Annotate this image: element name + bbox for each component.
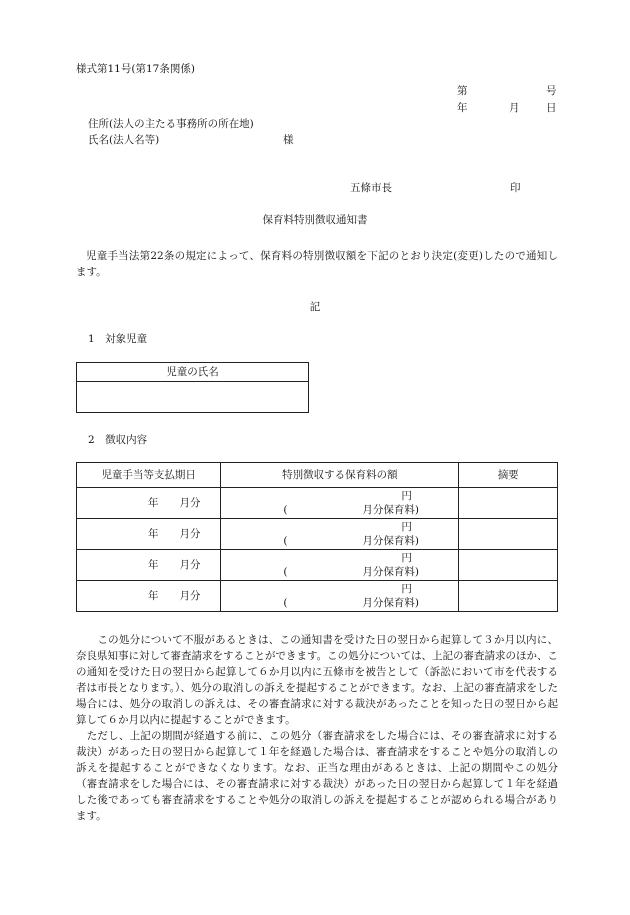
table-row xyxy=(77,488,558,519)
row-note xyxy=(459,581,558,612)
document-title: 保育料特別徴収通知書 xyxy=(262,214,368,226)
row-yen: 円 xyxy=(401,583,412,595)
date-year: 年 xyxy=(457,102,468,114)
row-note xyxy=(459,519,558,550)
row-yen: 円 xyxy=(401,552,412,564)
recipient-honorific: 様 xyxy=(283,134,294,146)
ki-heading: 記 xyxy=(309,301,321,313)
row-yen: 円 xyxy=(401,490,412,502)
issuer-name: 五條市長 xyxy=(350,182,392,194)
row-paren-open: ( xyxy=(283,504,288,516)
row-month-fee: 月分保育料) xyxy=(362,535,419,547)
header-fee-amount: 特別徴収する保育料の額 xyxy=(221,463,459,488)
child-name-cell xyxy=(77,382,309,413)
recipient-address-label: 住所(法人の主たる事務所の所在地) xyxy=(88,118,254,130)
row-month-fee: 月分保育料) xyxy=(362,597,419,609)
collection-table xyxy=(76,462,558,612)
doc-number-suffix: 号 xyxy=(546,85,557,97)
header-payment-date: 児童手当等支払期日 xyxy=(77,463,221,488)
row-date: 年 月分 xyxy=(148,528,201,540)
notice-paragraph-2: ただし、上記の期間が経過する前に、この処分（審査請求をした場合には、その審査請求に対する裁決）があった日の翌日から起算して１年を経過した場合は、審査請求をすることや処分の取消しの訴えを提起することができなくなります。なお、正当な理由があるときは、上記の期間やこの処分（審査請求をした場合には、その審査請求に対する裁決）があった日の翌日から起算して１年を経過した後であっても審査請求をすることや処分の取消しの訴えを提起することが認められる場合があります。 xyxy=(76,730,558,822)
row-month-fee: 月分保育料) xyxy=(362,566,419,578)
issuer-seal: 印 xyxy=(510,182,521,194)
section2-heading: 2 徴収内容 xyxy=(88,434,148,446)
row-date: 年 月分 xyxy=(148,497,201,509)
form-code: 様式第11号(第17条関係) xyxy=(76,63,195,75)
table-row xyxy=(77,581,558,612)
table-row xyxy=(77,550,558,581)
child-name-header: 児童の氏名 xyxy=(77,363,309,382)
row-paren-open: ( xyxy=(283,566,288,578)
doc-number-prefix: 第 xyxy=(457,85,468,97)
row-note xyxy=(459,488,558,519)
intro-paragraph: 児童手当法第22条の規定によって、保育料の特別徴収額を下記のとおり決定(変更)したので通知します。 xyxy=(76,250,558,278)
row-date: 年 月分 xyxy=(148,590,201,602)
header-remarks: 摘要 xyxy=(459,463,558,488)
table-row xyxy=(77,519,558,550)
recipient-name-label: 氏名(法人名等) xyxy=(88,134,160,146)
row-month-fee: 月分保育料) xyxy=(362,504,419,516)
row-note xyxy=(459,550,558,581)
row-paren-open: ( xyxy=(283,535,288,547)
date-day: 日 xyxy=(546,102,557,114)
child-table xyxy=(76,362,309,413)
notice-paragraph-1: この処分について不服があるときは、この通知書を受けた日の翌日から起算して３か月以内に、奈良県知事に対して審査請求をすることができます。この処分については、上記の審査請求のほか、この通知を受けた日の翌日から起算して６か月以内に五條市を被告として（訴訟において市を代表する者は市長となります。）、処分の取消しの訴えを提起することができます。なお、上記の審査請求をした場合には、処分の取消しの訴えは、その審査請求に対する裁決があったことを知った日の翌日から起算して６か月以内に提起することができます。 xyxy=(76,634,558,726)
section1-heading: 1 対象児童 xyxy=(88,333,148,345)
date-month: 月 xyxy=(509,102,520,114)
row-yen: 円 xyxy=(401,521,412,533)
row-paren-open: ( xyxy=(283,597,288,609)
row-date: 年 月分 xyxy=(148,559,201,571)
